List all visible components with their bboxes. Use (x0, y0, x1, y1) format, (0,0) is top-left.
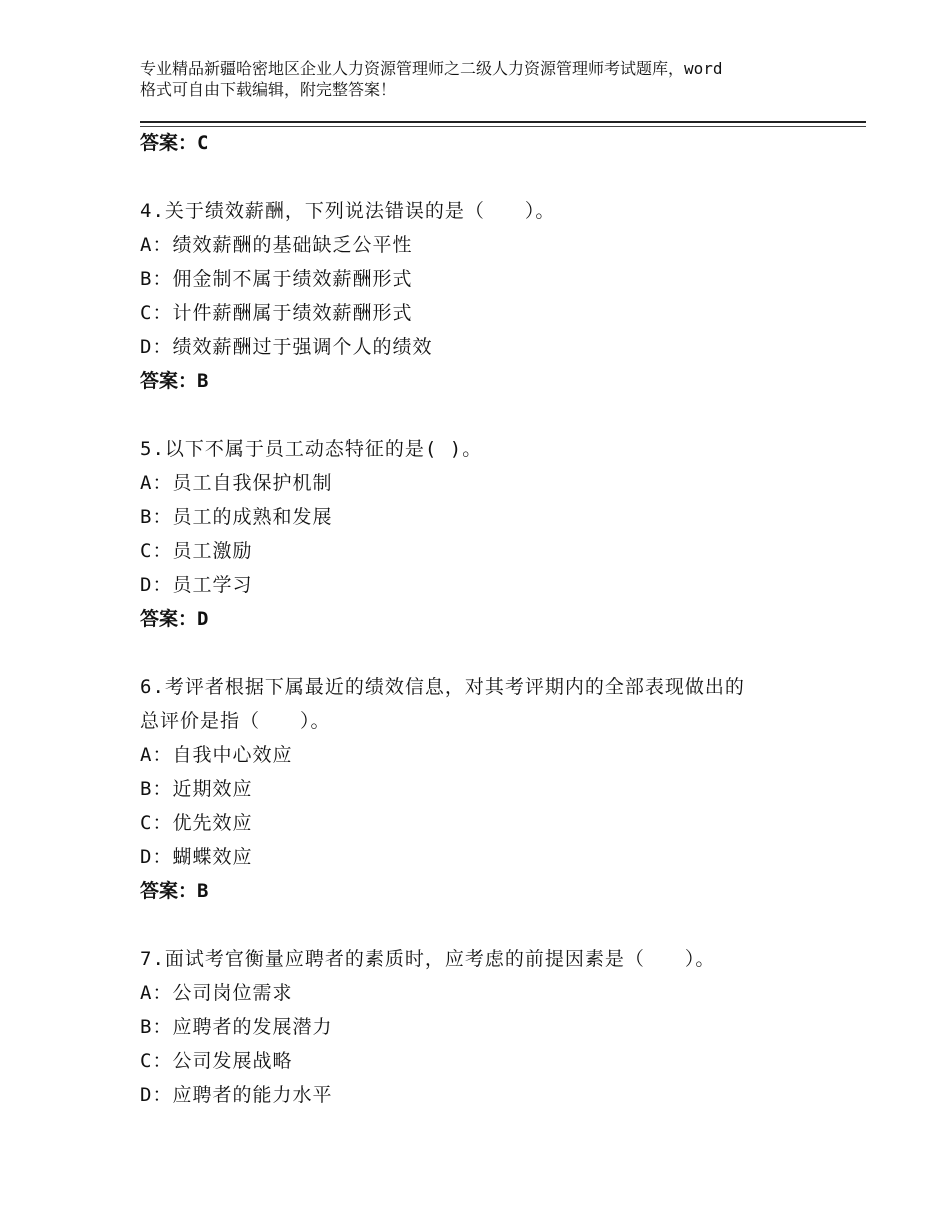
option-b: B：应聘者的发展潜力 (140, 1016, 333, 1038)
option-c: C：公司发展战略 (140, 1050, 293, 1072)
question-stem: 5.以下不属于员工动态特征的是( )。 (140, 438, 483, 460)
option-b: B：近期效应 (140, 778, 253, 800)
question-7 (140, 942, 840, 1112)
option-c: C：员工激励 (140, 540, 253, 562)
question-stem: 6.考评者根据下属最近的绩效信息，对其考评期内的全部表现做出的 (140, 676, 745, 698)
answer-line-previous: 答案：C (140, 132, 209, 154)
page-header (140, 58, 840, 100)
option-c: C：计件薪酬属于绩效薪酬形式 (140, 302, 413, 324)
option-a: A：员工自我保护机制 (140, 472, 333, 494)
option-d: D：绩效薪酬过于强调个人的绩效 (140, 336, 433, 358)
option-b: B：员工的成熟和发展 (140, 506, 333, 528)
option-a: A：自我中心效应 (140, 744, 293, 766)
document-body (140, 126, 840, 1112)
question-stem-continued: 总评价是指（ ）。 (140, 710, 331, 732)
header-line-2: 格式可自由下载编辑，附完整答案！ (140, 80, 397, 99)
question-stem: 4.关于绩效薪酬，下列说法错误的是（ ）。 (140, 200, 556, 222)
question-6 (140, 670, 840, 908)
answer-line: 答案：B (140, 880, 209, 902)
question-4 (140, 194, 840, 398)
option-d: D：员工学习 (140, 574, 253, 596)
header-divider-thick (140, 121, 866, 123)
option-d: D：蝴蝶效应 (140, 846, 253, 868)
option-c: C：优先效应 (140, 812, 253, 834)
option-d: D：应聘者的能力水平 (140, 1084, 333, 1106)
header-line-1: 专业精品新疆哈密地区企业人力资源管理师之二级人力资源管理师考试题库，word (140, 59, 723, 78)
answer-line: 答案：D (140, 608, 209, 630)
question-stem: 7.面试考官衡量应聘者的素质时，应考虑的前提因素是（ ）。 (140, 948, 716, 970)
option-a: A：公司岗位需求 (140, 982, 293, 1004)
question-5 (140, 432, 840, 636)
option-b: B：佣金制不属于绩效薪酬形式 (140, 268, 413, 290)
answer-line: 答案：B (140, 370, 209, 392)
option-a: A：绩效薪酬的基础缺乏公平性 (140, 234, 413, 256)
